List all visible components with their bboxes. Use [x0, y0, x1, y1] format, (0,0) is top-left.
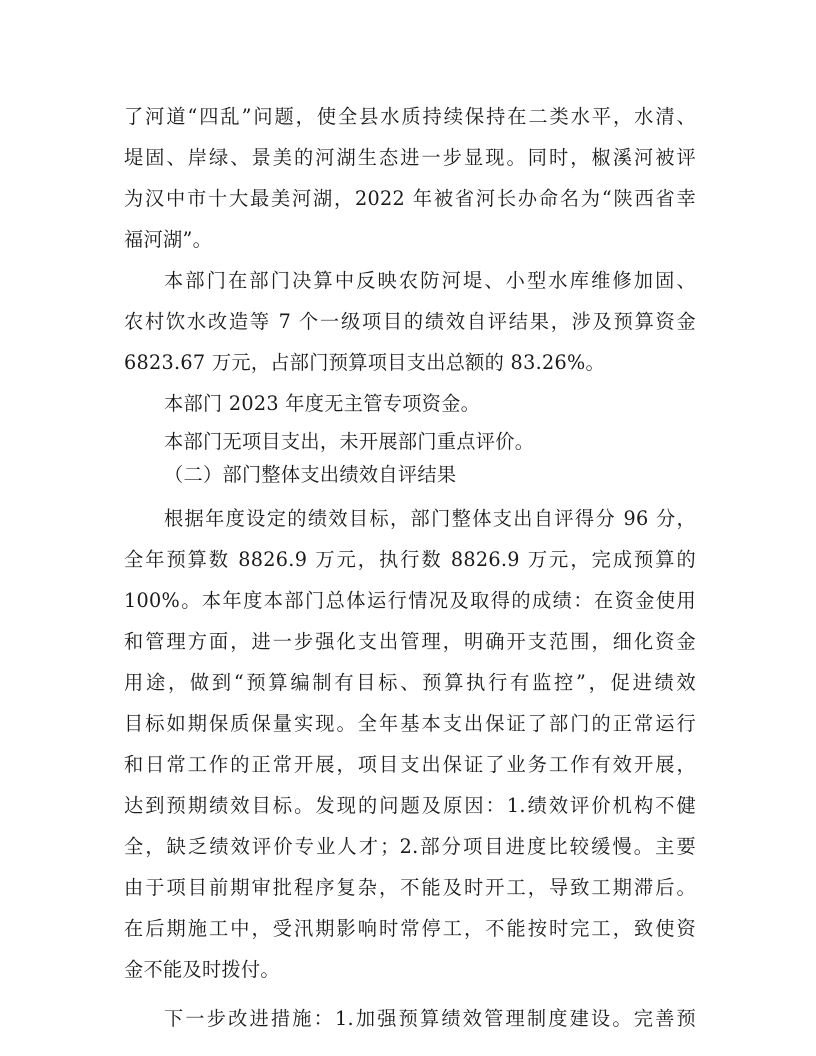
text-line: 目标如期保质保量实现。全年基本支出保证了部门的正常运行 — [124, 712, 696, 735]
document-page — [124, 96, 696, 1039]
paragraph — [124, 96, 696, 260]
text-line: 为汉中市十大最美河湖，2022 年被省河长办命名为“陕西省幸 — [124, 187, 696, 210]
paragraph — [124, 998, 696, 1039]
text-line: 和日常工作的正常开展，项目支出保证了业务工作有效开展， — [124, 753, 696, 776]
text-line: 本部门无项目支出，未开展部门重点评价。 — [164, 430, 535, 453]
text-line: 本部门在部门决算中反映农防河堤、小型水库维修加固、 — [164, 269, 696, 292]
paragraph — [124, 260, 696, 383]
paragraph-gap — [124, 990, 696, 998]
text-line: 根据年度设定的绩效目标，部门整体支出自评得分 96 分， — [164, 507, 696, 530]
text-line: 用途，做到“预算编制有目标、预算执行有监控”，促进绩效 — [124, 671, 696, 694]
text-line: 本部门 2023 年度无主管专项资金。 — [164, 392, 481, 415]
text-line: 农村饮水改造等 7 个一级项目的绩效自评结果，涉及预算资金 — [124, 310, 696, 333]
text-line: 下一步改进措施：1.加强预算绩效管理制度建设。完善预 — [164, 1007, 696, 1030]
section-heading — [124, 460, 696, 498]
text-line: 100%。本年度本部门总体运行情况及取得的成绩：在资金使用 — [124, 589, 696, 612]
text-line: 堤固、岸绿、景美的河湖生态进一步显现。同时，椒溪河被评 — [124, 146, 696, 169]
paragraph — [124, 424, 696, 460]
text-line: 在后期施工中，受汛期影响时常停工，不能按时完工，致使资 — [124, 917, 696, 940]
text-line: 金不能及时拨付。 — [124, 958, 280, 981]
text-line: 全，缺乏绩效评价专业人才；2.部分项目进度比较缓慢。主要 — [124, 835, 696, 858]
text-line: 全年预算数 8826.9 万元，执行数 8826.9 万元，完成预算的 — [124, 548, 696, 571]
text-line: 福河湖”。 — [124, 228, 213, 251]
paragraph — [124, 498, 696, 990]
section-heading-text: （二）部门整体支出绩效自评结果 — [164, 463, 457, 486]
text-line: 了河道“四乱”问题，使全县水质持续保持在二类水平，水清、 — [124, 105, 696, 128]
text-line: 和管理方面，进一步强化支出管理，明确开支范围，细化资金 — [124, 630, 696, 653]
text-line: 由于项目前期审批程序复杂，不能及时开工，导致工期滞后。 — [124, 876, 696, 899]
paragraph — [124, 383, 696, 424]
text-line: 6823.67 万元，占部门预算项目支出总额的 83.26%。 — [124, 351, 606, 374]
text-line: 达到预期绩效目标。发现的问题及原因：1.绩效评价机构不健 — [124, 794, 696, 817]
